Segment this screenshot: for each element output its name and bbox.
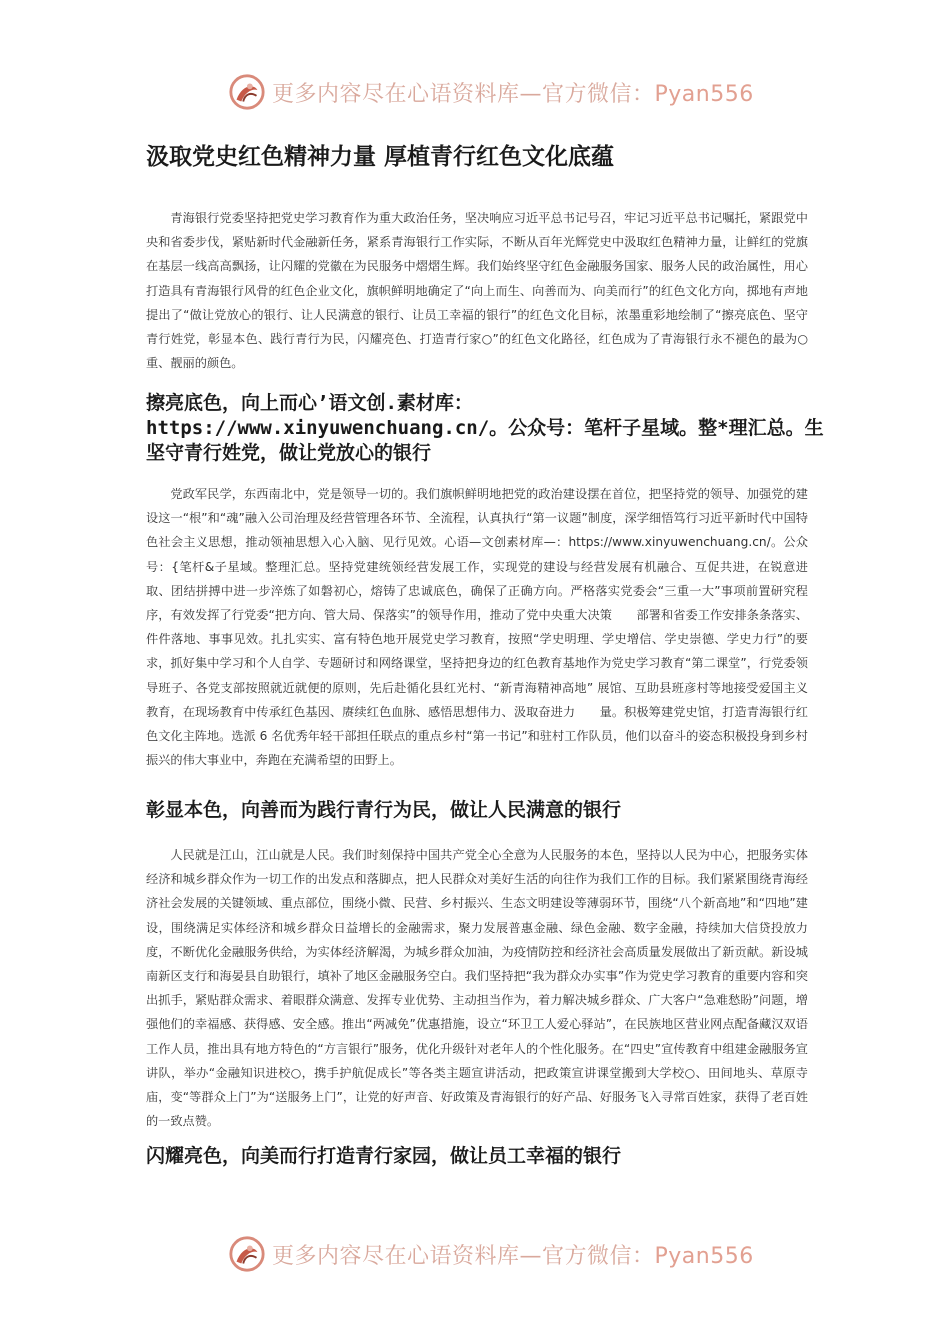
wechat-id: Pyan556 <box>654 1243 754 1269</box>
section-paragraph-1: 党政军民学，东西南北中，党是领导一切的。我们旗帜鲜明地把党的政治建设摆在首位，把坚持党的领导、加强党的建设这一“根”和“魂”融入公司治理及经营管理各环节、全流程，认真执行“第一议题”制度，深学细悟笃行习近平新时代中国特色社会主义思想，推动领袖思想入心入脑、见行见效。心语—文创素材库—：https://www.xinyuwenchuang.cn/。公众号：{笔杆&子星域。整理汇总。坚持党建统领经营发展工作，实现党的建设与经营发展有机融合、互促共进，在锐意进取、团结拼搏中进一步淬炼了如磐初心，熔铸了忠诚底色，确保了正确方向。严格落实党委会“三重一大”事项前置研究程序，有效发挥了行党委“把方向、管大局、保落实”的领导作用，推动了党中央重大决策 部署和省委工作安排条条落实、件件落地、事事见效。扎扎实实、富有特色地开展党史学习教育，按照“学史明理、学史增信、学史崇德、学史力行”的要求，抓好集中学习和个人自学、专题研讨和网络课堂，坚持把身边的红色教育基地作为党史学习教育“第二课堂”，行党委领导班子、各党支部按照就近就便的原则，先后赴循化县红光村、“新青海精神高地” 展馆、互助县班彦村等地接受爱国主义教育，在现场教育中传承红色基因、赓续红色血脉、感悟思想伟力、汲取奋进力 量。积极筹建党史馆，打造青海银行红色文化主阵地。选派 6 名优秀年轻干部担任联点的重点乡村“第一书记”和驻村工作队员，他们以奋斗的姿态积极投身到乡村振兴的伟大事业中，奔跑在充满希望的田野上。 <box>146 487 808 768</box>
section-paragraph-2: 人民就是江山，江山就是人民。我们时刻保持中国共产党全心全意为人民服务的本色，坚持以人民为中心，把服务实体经济和城乡群众作为一切工作的出发点和落脚点，把人民群众对美好生活的向往作为我们工作的目标。我们紧紧围绕青海经济社会发展的关键领域、重点部位，围绕小微、民营、乡村振兴、生态文明建设等薄弱环节，围绕“八个新高地”和“四地”建设，围绕满足实体经济和城乡群众日益增长的金融需求，聚力发展普惠金融、绿色金融、数字金融，持续加大信贷投放力度，不断优化金融服务供给，为实体经济解渴，为城乡群众加油，为疫情防控和经济社会高质量发展做出了新贡献。新设城南新区支行和海晏县自助银行，填补了地区金融服务空白。我们坚持把“我为群众办实事”作为党史学习教育的重要内容和突出抓手，紧贴群众需求、着眼群众满意、发挥专业优势、主动担当作为，着力解决城乡群众、广大客户“急难愁盼”问题，增强他们的幸福感、获得感、安全感。推出“两减免”优惠措施，设立“环卫工人爱心驿站”，在民族地区营业网点配备藏汉双语工作人员，推出具有地方特色的“方言银行”服务，优化升级针对老年人的个性化服务。在“四史”宣传教育中组建金融服务宣讲队，举办“金融知识进校○，携手护航促成长”等各类主题宣讲活动，把政策宣讲课堂搬到大学校○、田间地头、草原寺庙，变“等群众上门”为“送服务上门”，让党的好声音、好政策及青海银行的好产品、好服务飞入寻常百姓家，获得了老百姓的一致点赞。 <box>146 848 808 1129</box>
header-banner <box>228 72 754 112</box>
document-title: 汲取党史红色精神力量 厚植青行红色文化底蕴 <box>146 144 615 170</box>
banner-text: 更多内容尽在心语资料库—官方微信：Pyan556 <box>272 1243 754 1269</box>
section-heading-3: 闪耀亮色，向美而行打造青行家园，做让员工幸福的银行 <box>146 1145 622 1167</box>
flower-logo-icon <box>228 1235 266 1273</box>
intro-paragraph: 青海银行党委坚持把党史学习教育作为重大政治任务，坚决响应习近平总书记号召，牢记习近平总书记嘱托，紧跟党中央和省委步伐，紧贴新时代金融新任务，紧系青海银行工作实际，不断从百年光辉党史中汲取红色精神力量，让鲜红的党旗在基层一线高高飘扬，让闪耀的党徽在为民服务中熠熠生辉。我们始终坚守红色金融服务国家、服务人民的政治属性，用心打造具有青海银行风骨的红色企业文化，旗帜鲜明地确定了“向上而生、向善而为、向美而行”的红色文化方向，掷地有声地提出了“做让党放心的银行、让人民满意的银行、让员工幸福的银行”的红色文化目标，浓墨重彩地绘制了“擦亮底色、坚守青行姓党，彰显本色、践行青行为民，闪耀亮色、打造青行家○”的红色文化路径，红色成为了青海银行永不褪色的最为○重、靓丽的颜色。 <box>146 211 808 371</box>
section-heading-2: 彰显本色，向善而为践行青行为民，做让人民满意的银行 <box>146 799 622 821</box>
banner-text: 更多内容尽在心语资料库—官方微信：Pyan556 <box>272 81 754 107</box>
flower-logo-icon <box>228 73 266 111</box>
section-heading-1: 擦亮底色，向上而心’语文创.素材库：https://www.xinyuwenchuang.cn/。公众号：笔杆子星域。整*理汇总。生坚守青行姓党，做让党放心的银行 <box>146 392 824 464</box>
wechat-id: Pyan556 <box>654 81 754 107</box>
footer-banner <box>228 1234 754 1274</box>
